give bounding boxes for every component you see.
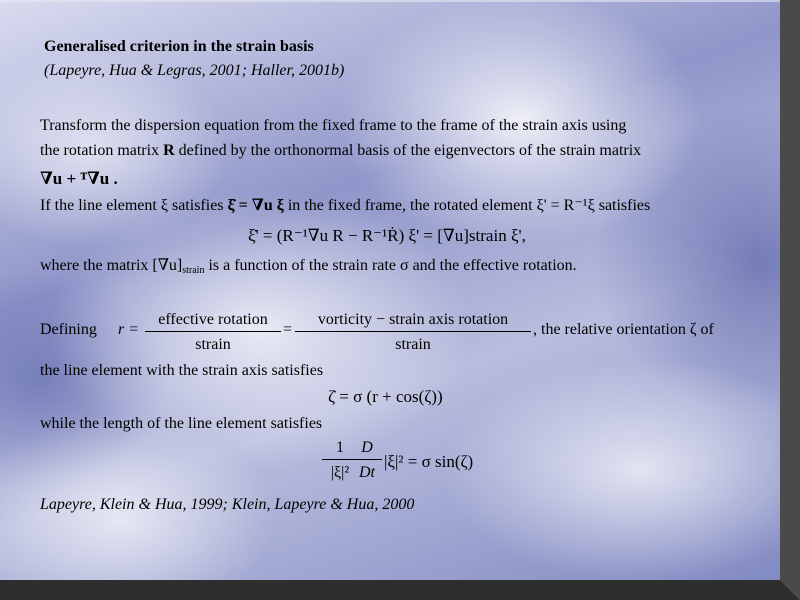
equals-sign: = bbox=[283, 321, 293, 338]
fraction1-numerator: effective rotation bbox=[158, 311, 268, 328]
fraction-D-Dt: D Dt bbox=[352, 440, 382, 481]
para4: the line element with the strain axis satisfies bbox=[40, 362, 324, 379]
defining-tail: , the relative orientation ζ of bbox=[533, 321, 714, 338]
fraction-effective-rotation bbox=[145, 312, 281, 353]
strain-matrix-equation: ∇u + ᵀ∇u . bbox=[40, 169, 118, 188]
para3: where the matrix $[\nabla u]_{strain}$ is a function of the strain rate σ and the effective rotation. bbox=[40, 257, 577, 276]
para1-line2: the rotation matrix R defined by the orthonormal basis of the eigenvectors of the strain matrix bbox=[40, 142, 642, 159]
fraction1-denominator: strain bbox=[195, 336, 231, 353]
para2: If the line element ξ satisfies ξ̇ = ∇u ξ in the fixed frame, the rotated element ξ' = R⁻¹ξ satisfies bbox=[40, 197, 651, 214]
para5: while the length of the line element satisfies bbox=[40, 415, 323, 432]
fraction2-numerator: vorticity − strain axis rotation bbox=[317, 311, 509, 328]
slide-title: Generalised criterion in the strain basis bbox=[44, 38, 314, 55]
fraction2-denominator: strain bbox=[395, 336, 431, 353]
slide-citation: (Lapeyre, Hua & Legras, 2001; Haller, 2001b) bbox=[44, 62, 345, 79]
r-equals: r = bbox=[118, 321, 140, 338]
para1-line1: Transform the dispersion equation from the fixed frame to the frame of the strain axis using bbox=[40, 117, 627, 134]
zeta-equation: ζ̇ = σ (r + cos(ζ)) bbox=[328, 387, 443, 406]
fraction-one-over-xi: 1 |ξ|² bbox=[322, 440, 358, 481]
defining-label: Defining bbox=[40, 321, 97, 338]
length-equation-rhs: |ξ|² = σ sin(ζ) bbox=[384, 452, 474, 471]
reference-citation: Lapeyre, Klein & Hua, 1999; Klein, Lapeyre & Hua, 2000 bbox=[40, 496, 415, 513]
fraction-vorticity bbox=[295, 312, 531, 353]
rotated-element-equation: ξ̇' = (R⁻¹∇u R − R⁻¹Ṙ) ξ' = [∇u]strain ξ', bbox=[248, 226, 526, 245]
